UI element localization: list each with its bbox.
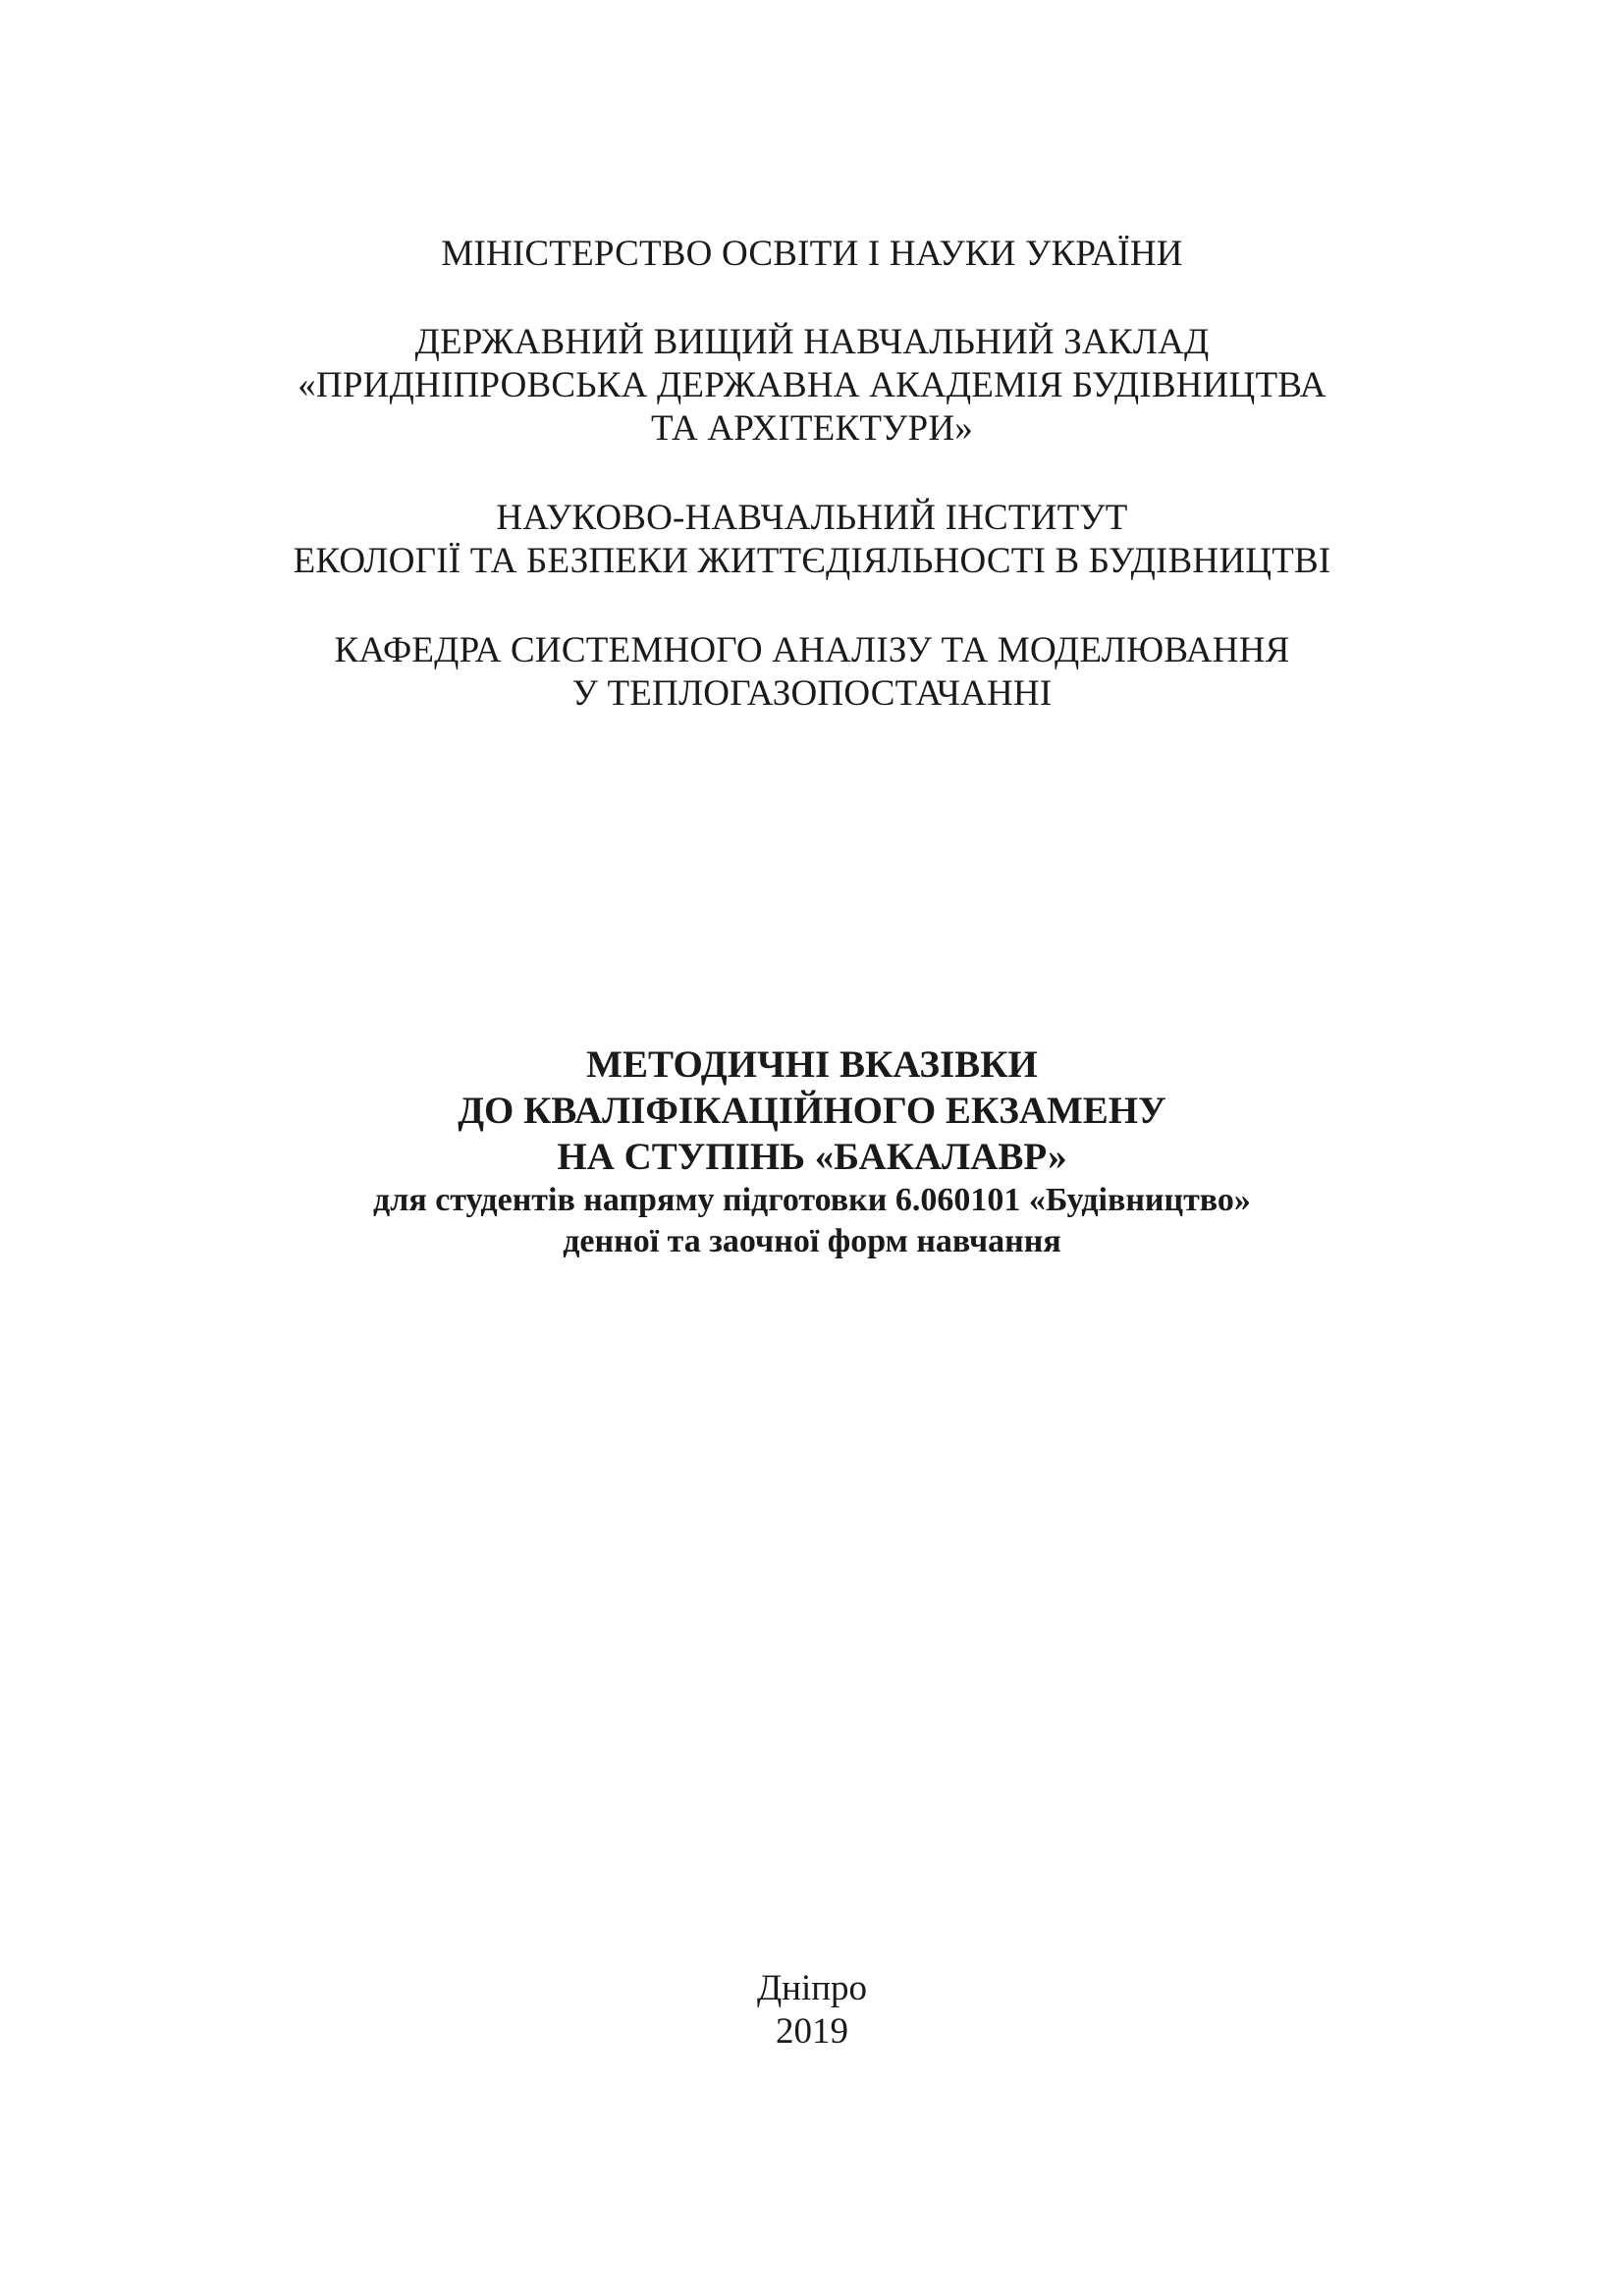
subtitle-line-2: денної та заочної форм навчання: [563, 1223, 1061, 1259]
department-line-2: У ТЕПЛОГАЗОПОСТАЧАННІ: [571, 673, 1053, 714]
imprint: [0, 1967, 1624, 2054]
subtitle-line-1: для студентів напряму підготовки 6.060101 «Будівництво»: [373, 1182, 1251, 1218]
ministry-line: МІНІСТЕРСТВО ОСВІТИ І НАУКИ УКРАЇНИ: [441, 234, 1183, 274]
document-title: [0, 1041, 1624, 1262]
title-line-3: НА СТУПІНЬ «БАКАЛАВР»: [557, 1136, 1067, 1178]
institute-line-1: НАУКОВО-НАВЧАЛЬНИЙ ІНСТИТУТ: [496, 498, 1128, 538]
city: Дніпро: [756, 1968, 868, 2008]
academy-name: [0, 321, 1624, 451]
academy-line-3: ТА АРХІТЕКТУРИ»: [651, 408, 973, 449]
academy-line-2: «ПРИДНІПРОВСЬКА ДЕРЖАВНА АКАДЕМІЯ БУДІВНИЦТВА: [298, 365, 1326, 405]
ministry-name: [0, 233, 1624, 276]
title-line-2: ДО КВАЛІФІКАЦІЙНОГО ЕКЗАМЕНУ: [458, 1090, 1166, 1132]
year: 2019: [776, 2011, 848, 2052]
title-line-1: МЕТОДИЧНІ ВКАЗІВКИ: [586, 1043, 1038, 1086]
academy-line-1: ДЕРЖАВНИЙ ВИЩИЙ НАВЧАЛЬНИЙ ЗАКЛАД: [414, 322, 1210, 362]
institute-name: [0, 497, 1624, 583]
department-line-1: КАФЕДРА СИСТЕМНОГО АНАЛІЗУ ТА МОДЕЛЮВАННЯ: [334, 630, 1290, 670]
department-name: [0, 629, 1624, 716]
institute-line-2: ЕКОЛОГІЇ ТА БЕЗПЕКИ ЖИТТЄДІЯЛЬНОСТІ В БУДІВНИЦТВІ: [293, 541, 1331, 581]
